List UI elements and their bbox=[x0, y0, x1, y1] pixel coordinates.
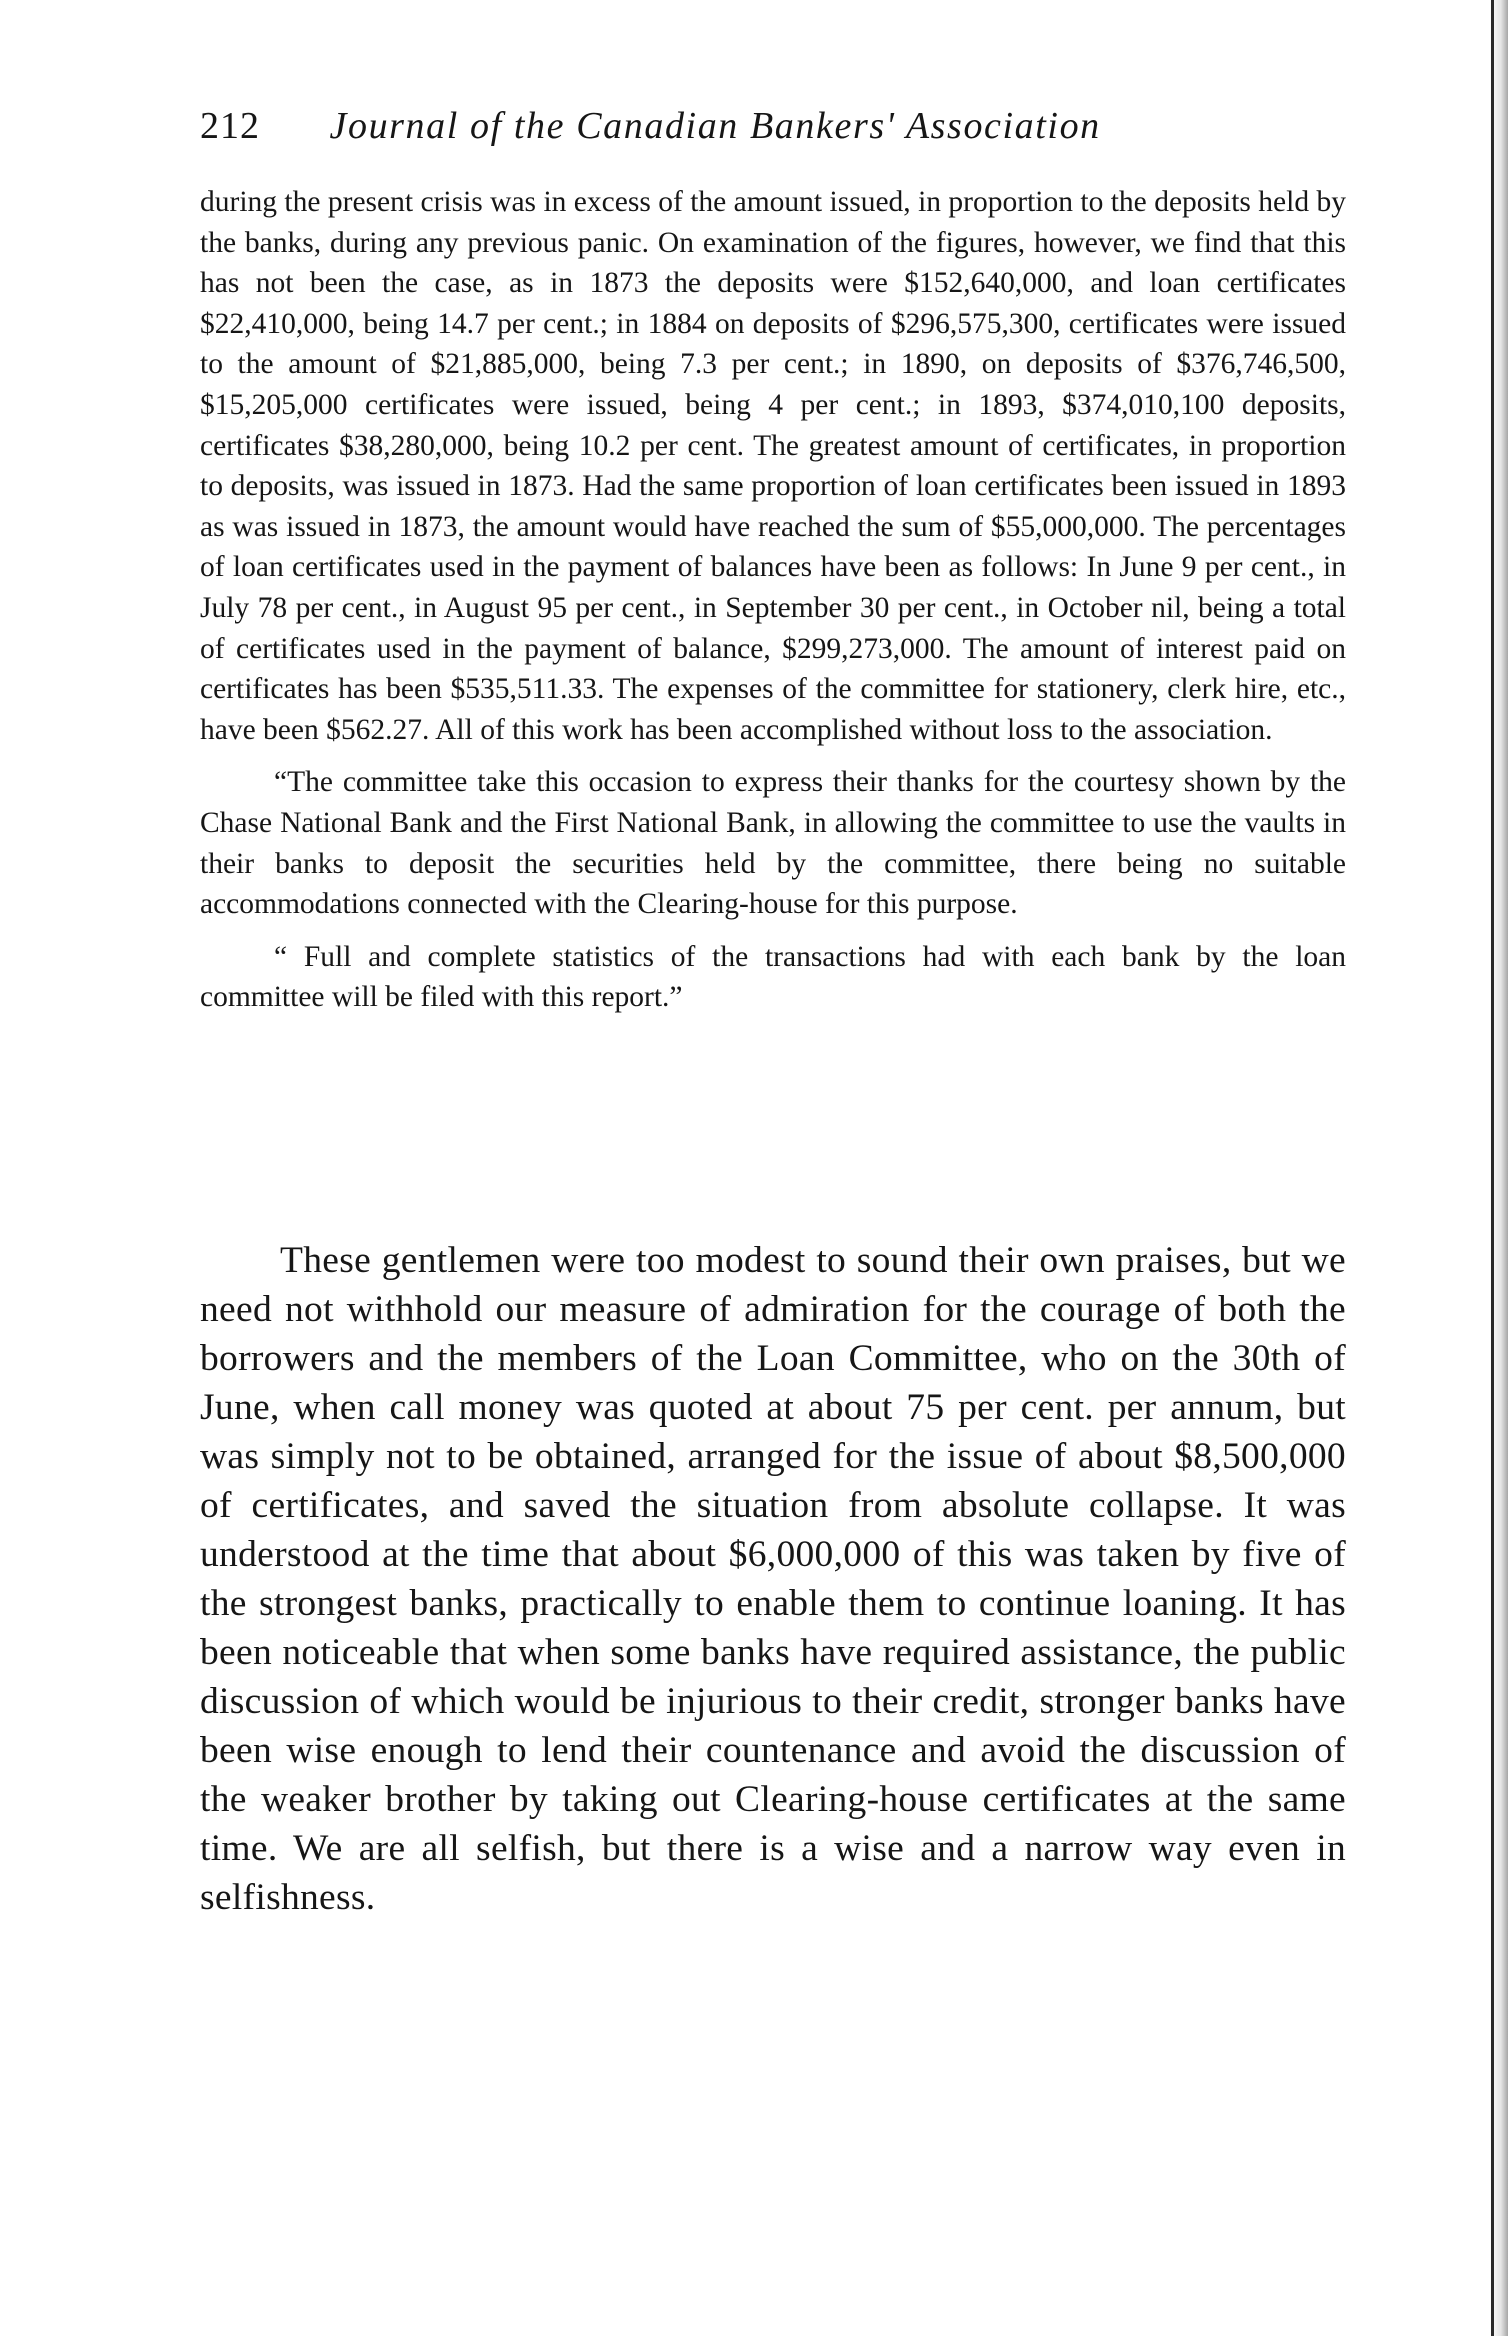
quote-paragraph-1: during the present crisis was in excess of the amount issued, in proportion to the deposits held by the banks, during any previous panic. On examination of the figures, however, we find that this has not been the case, as in 1873 the deposits were $152,640,000, and loan certificates $22,410,000, being 14.7 per cent.; in 1884 on deposits of $296,575,300, certificates were issued to the amount of $21,885,000, being 7.3 per cent.; in 1890, on deposits of $376,746,500, $15,205,000 certificates were issued, being 4 per cent.; in 1893, $374,010,100 deposits, certificates $38,280,000, being 10.2 per cent. The greatest amount of certificates, in proportion to deposits, was issued in 1873. Had the same proportion of loan certificates been issued in 1893 as was issued in 1873, the amount would have reached the sum of $55,000,000. The percentages of loan certificates used in the payment of balances have been as follows: In June 9 per cent., in July 78 per cent., in August 95 per cent., in September 30 per cent., in October nil, being a total of certificates used in the payment of balance, $299,273,000. The amount of interest paid on certificates has been $535,511.33. The expenses of the committee for stationery, clerk hire, etc., have been $562.27. All of this work has been accomplished without loss to the association. bbox=[200, 186, 1346, 746]
quote-paragraph-2: “The committee take this occasion to express their thanks for the courtesy shown by the Chase National Bank and the First National Bank, in allowing the committee to use the vaults in their banks to deposit the securities held by the committee, there being no suitable accommodations connected with the Clearing-house for this purpose. bbox=[200, 766, 1346, 921]
page-header bbox=[200, 96, 1350, 156]
quote-paragraph-3: “ Full and complete statistics of the transactions had with each bank by the loan committee will be filed with this report.” bbox=[200, 940, 1346, 1014]
quoted-report-text bbox=[200, 182, 1346, 1018]
main-body-text bbox=[200, 1236, 1346, 1922]
page-number: 212 bbox=[200, 105, 260, 147]
page-edge-line bbox=[1491, 0, 1494, 2336]
body-paragraph-1: These gentlemen were too modest to sound their own praises, but we need not withhold our measure of admiration for the courage of both the borrowers and the members of the Loan Committee, who on the 30th of June, when call money was quoted at about 75 per cent. per annum, but was simply not to be obtained, arranged for the issue of about $8,500,000 of certificates, and saved the situation from absolute collapse. It was understood at the time that about $6,000,000 of this was taken by five of the strongest banks, practically to enable them to continue loaning. It has been noticeable that when some banks have required assistance, the public discussion of which would be injurious to their credit, stronger banks have been wise enough to lend their countenance and avoid the discussion of the weaker brother by taking out Clearing-house certificates at the same time. We are all selfish, but there is a wise and a narrow way even in selfishness. bbox=[200, 1240, 1346, 1918]
running-title: Journal of the Canadian Bankers' Association bbox=[329, 105, 1101, 147]
